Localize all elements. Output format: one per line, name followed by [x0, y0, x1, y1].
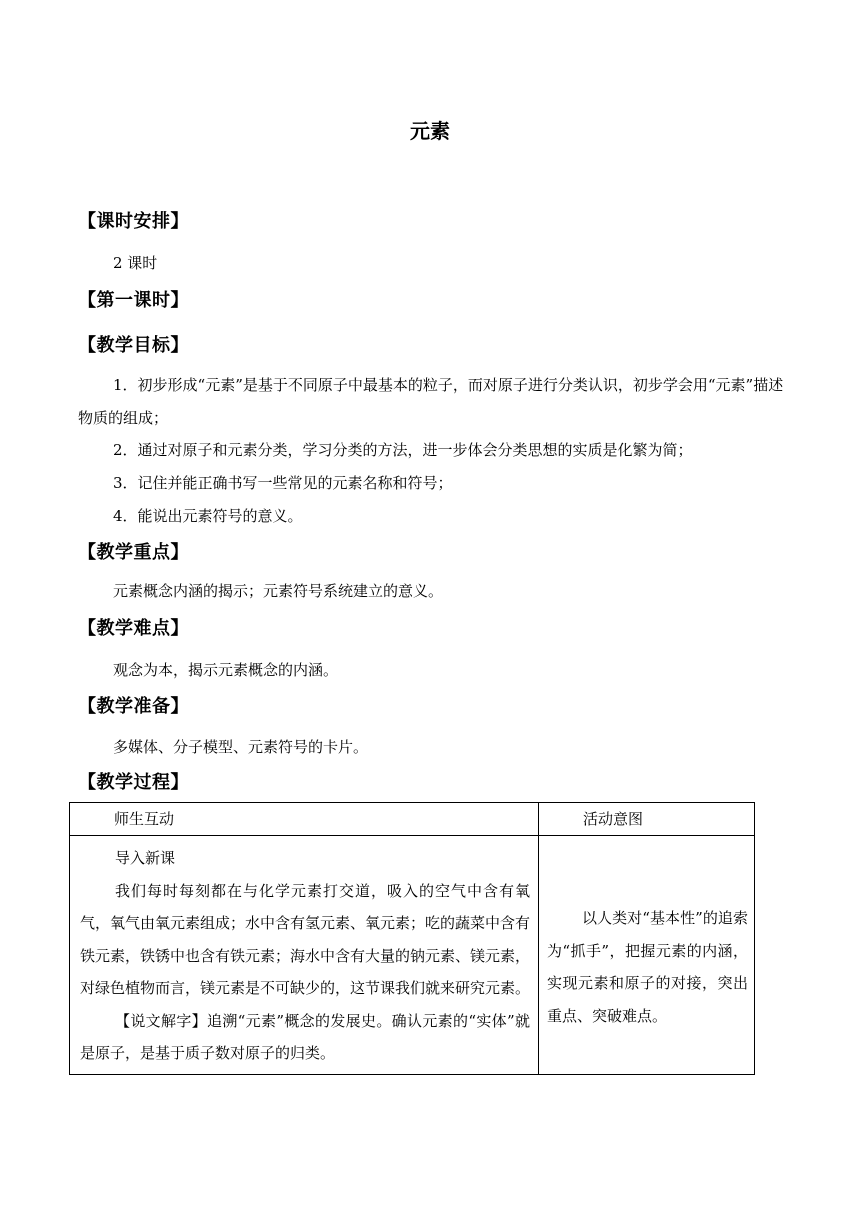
objective-item-2: 2．通过对原子和元素分类，学习分类的方法，进一步体会分类思想的实质是化繁为简； [113, 441, 693, 459]
table-header-row [70, 803, 755, 836]
col-header-interaction: 师生互动 [70, 803, 539, 836]
col-header-intent: 活动意图 [539, 803, 755, 836]
preparation-body: 多媒体、分子模型、元素符号的卡片。 [113, 738, 369, 756]
heading-preparation: 【教学准备】 [78, 696, 189, 717]
heading-process: 【教学过程】 [78, 772, 189, 793]
difficulties-body: 观念为本，揭示元素概念的内涵。 [113, 661, 339, 679]
intent-text: 以人类对“基本性”的追索为“抓手”，把握元素的内涵，实现元素和原子的对接，突出重点、突破难点。 [547, 909, 748, 1025]
heading-objectives: 【教学目标】 [78, 335, 189, 356]
heading-key-points: 【教学重点】 [78, 542, 189, 563]
process-table [69, 802, 755, 1075]
interaction-cell [70, 836, 539, 1075]
etymology-paragraph: 【说文解字】追溯“元素”概念的发展史。确认元素的“实体”就是原子，是基于质子数对原子的归类。 [80, 1011, 530, 1062]
table-row [70, 836, 755, 1075]
key-points-body: 元素概念内涵的揭示；元素符号系统建立的意义。 [113, 582, 444, 600]
intent-cell [539, 836, 755, 1075]
document-title: 元素 [410, 119, 450, 143]
objective-item-3: 3．记住并能正确书写一些常见的元素名称和符号； [113, 474, 453, 492]
heading-difficulties: 【教学难点】 [78, 618, 189, 639]
heading-first-lesson: 【第一课时】 [78, 290, 189, 311]
intro-paragraph: 我们每时每刻都在与化学元素打交道，吸入的空气中含有氧气，氧气由氧元素组成；水中含有氢元素、氧元素；吃的蔬菜中含有铁元素，铁锈中也含有铁元素；海水中含有大量的钠元素、镁元素，对绿色植物而言，镁元素是不可缺少的，这节课我们就来研究元素。 [80, 881, 531, 997]
heading-schedule: 【课时安排】 [78, 211, 189, 232]
schedule-body: 2 课时 [113, 254, 158, 272]
objective-item-1: 1．初步形成“元素”是基于不同原子中最基本的粒子，而对原子进行分类认识，初步学会用“元素”描述物质的组成； [78, 376, 784, 427]
objective-item-4: 4．能说出元素符号的意义。 [113, 507, 303, 525]
intro-subtitle: 导入新课 [115, 849, 176, 867]
